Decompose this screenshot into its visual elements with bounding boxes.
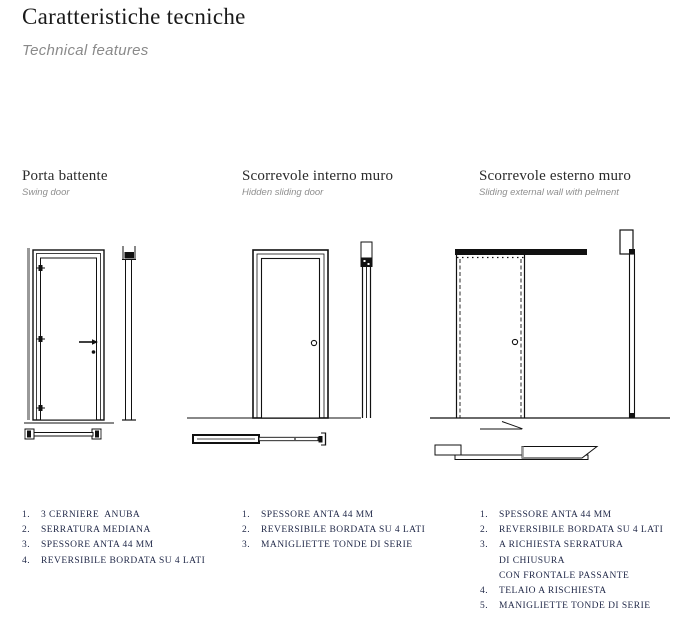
column-subtitle: Swing door xyxy=(22,187,70,198)
feature-line: SPESSORE ANTA 44 MM xyxy=(261,510,374,520)
column-header-sliding-external xyxy=(479,168,631,198)
swing-door-technical-drawing xyxy=(22,236,162,448)
column-subtitle: Sliding external wall with pelment xyxy=(479,187,619,198)
wall-section xyxy=(620,230,635,418)
feature-list-sliding-external xyxy=(480,508,663,614)
feature-item xyxy=(242,523,425,538)
feature-line: SPESSORE ANTA 44 MM xyxy=(41,540,154,551)
swing-door-plan-view xyxy=(24,429,102,439)
feature-list-sliding-internal xyxy=(242,508,425,554)
column-title: Scorrevole interno muro xyxy=(242,168,394,184)
feature-item xyxy=(22,523,205,538)
hidden-sliding-door-technical-drawing xyxy=(185,236,375,451)
feature-item xyxy=(480,599,663,614)
feature-item xyxy=(22,538,205,553)
column-title: Porta battente xyxy=(22,168,108,184)
feature-item xyxy=(22,508,205,523)
column-header-swing-door xyxy=(22,168,108,198)
feature-item xyxy=(480,508,663,523)
feature-line: CON FRONTALE PASSANTE xyxy=(499,570,630,581)
swing-door-elevation-icon xyxy=(22,236,162,448)
feature-item xyxy=(480,523,663,538)
feature-list-swing-door xyxy=(22,508,205,569)
round-handle-icon xyxy=(512,339,517,344)
feature-item xyxy=(22,554,205,569)
hidden-sliding-elevation-icon xyxy=(185,236,375,451)
feature-line: SPESSORE ANTA 44 MM xyxy=(499,510,612,520)
external-sliding-elevation-icon xyxy=(430,228,678,473)
pelmet-bar xyxy=(455,249,587,255)
pocket-plan-view xyxy=(193,433,326,446)
feature-line: A RICHIESTA SERRATURA xyxy=(499,540,624,551)
page-subtitle: Technical features xyxy=(22,42,149,59)
feature-line: MANIGLIETTE TONDE DI SERIE xyxy=(261,540,413,551)
column-header-sliding-internal xyxy=(242,168,393,198)
feature-item xyxy=(480,584,663,599)
feature-item xyxy=(242,508,425,523)
feature-line: SERRATURA MEDIANA xyxy=(41,525,151,536)
external-sliding-door-technical-drawing xyxy=(430,228,678,473)
column-title: Scorrevole esterno muro xyxy=(479,168,632,184)
feature-line: REVERSIBILE BORDATA SU 4 LATI xyxy=(261,525,426,536)
slide-direction-arrow-icon xyxy=(480,422,523,430)
wall-section xyxy=(361,242,373,418)
column-subtitle: Hidden sliding door xyxy=(242,187,324,198)
feature-line: REVERSIBILE BORDATA SU 4 LATI xyxy=(41,555,206,566)
feature-line: REVERSIBILE BORDATA SU 4 LATI xyxy=(499,525,664,536)
feature-line: DI CHIUSURA xyxy=(499,555,565,566)
feature-line: MANIGLIETTE TONDE DI SERIE xyxy=(499,601,651,612)
feature-item xyxy=(480,538,663,584)
jamb-section xyxy=(122,246,136,420)
feature-line: 3 CERNIERE ANUBA xyxy=(41,510,141,520)
feature-item xyxy=(242,538,425,553)
feature-line: TELAIO A RISCHIESTA xyxy=(499,586,607,597)
external-sliding-plan-view xyxy=(435,445,597,460)
page-title: Caratteristiche tecniche xyxy=(22,4,246,29)
